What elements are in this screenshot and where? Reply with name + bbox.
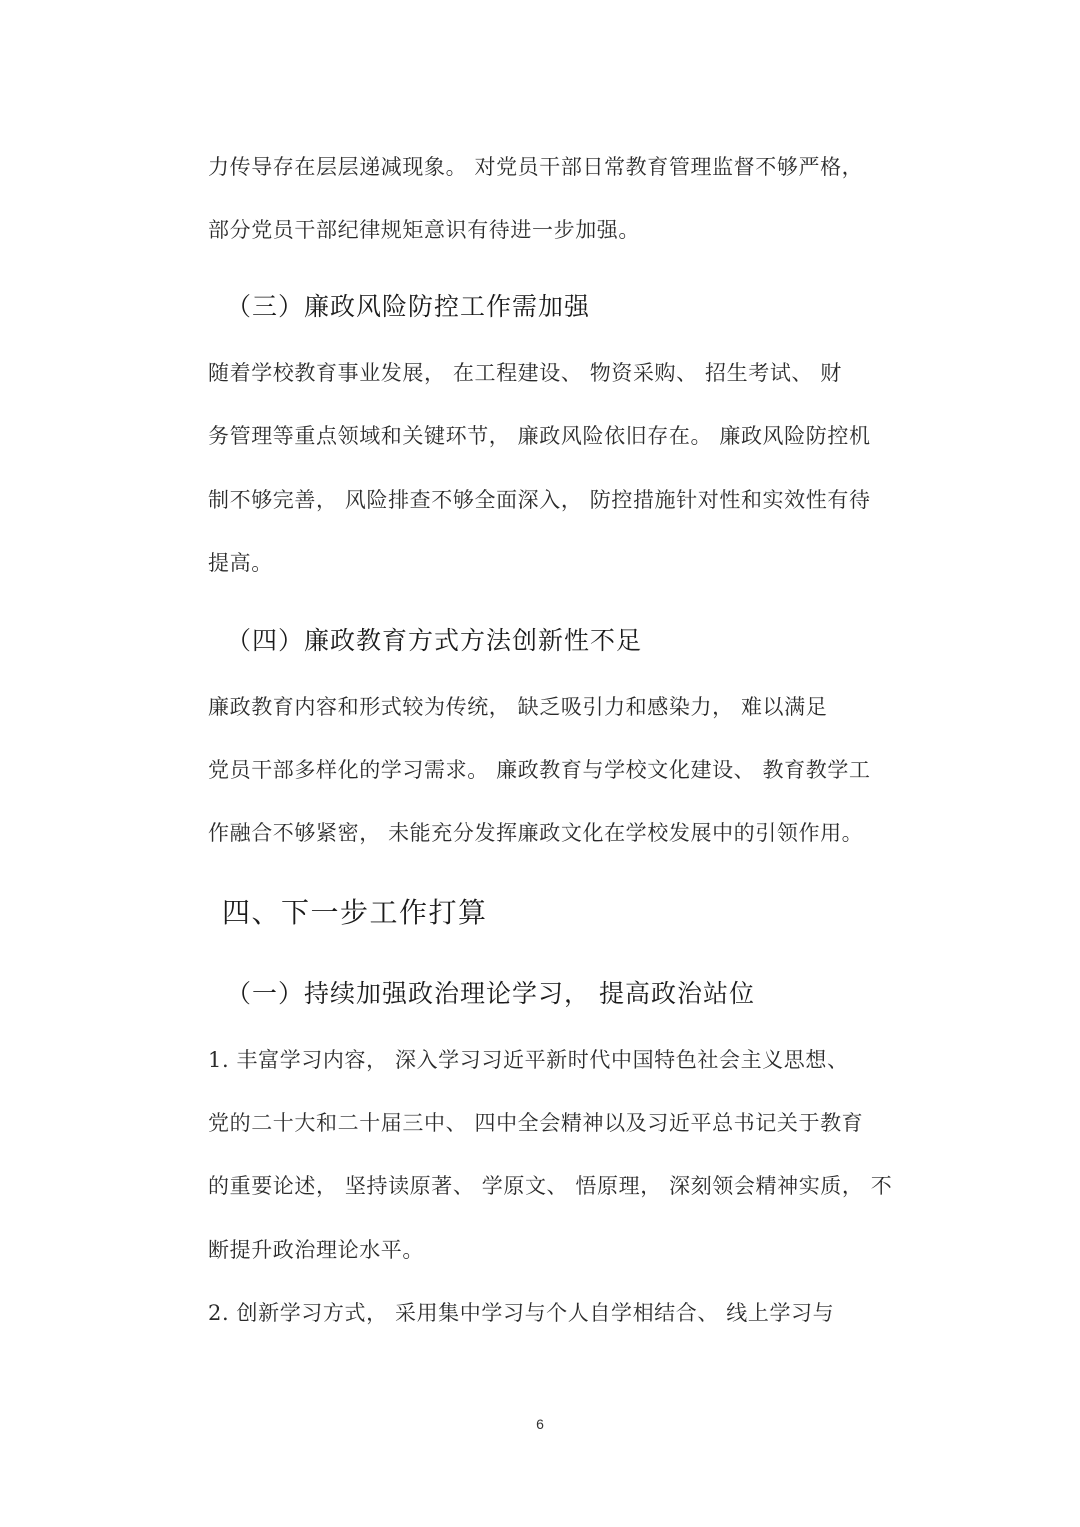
subheading-next-1: （一）持续加强政治理论学习， 提高政治站位 xyxy=(226,979,755,1008)
paragraph-line: 党的二十大和二十届三中、 四中全会精神以及习近平总书记关于教育 xyxy=(208,1111,864,1135)
page-number: 6 xyxy=(536,1416,544,1432)
paragraph-line: 廉政教育内容和形式较为传统， 缺乏吸引力和感染力， 难以满足 xyxy=(208,695,828,719)
paragraph-line: 务管理等重点领域和关键环节， 廉政风险依旧存在。 廉政风险防控机 xyxy=(208,424,871,448)
subheading-3: （三）廉政风险防控工作需加强 xyxy=(226,292,591,321)
paragraph-line: 力传导存在层层递减现象。 对党员干部日常教育管理监督不够严格， xyxy=(208,155,864,179)
paragraph-line: 1. 丰富学习内容， 深入学习习近平新时代中国特色社会主义思想、 xyxy=(208,1048,849,1072)
paragraph-line: 提高。 xyxy=(208,551,273,575)
subheading-4: （四）廉政教育方式方法创新性不足 xyxy=(226,626,643,655)
paragraph-line: 作融合不够紧密， 未能充分发挥廉政文化在学校发展中的引领作用。 xyxy=(208,821,864,845)
section-heading: 四、下一步工作打算 xyxy=(222,896,488,929)
paragraph-line: 党员干部多样化的学习需求。 廉政教育与学校文化建设、 教育教学工 xyxy=(208,758,871,782)
paragraph-line: 断提升政治理论水平。 xyxy=(208,1238,424,1262)
paragraph-line: 制不够完善， 风险排查不够全面深入， 防控措施针对性和实效性有待 xyxy=(208,488,871,512)
paragraph-line: 随着学校教育事业发展， 在工程建设、 物资采购、 招生考试、 财 xyxy=(208,361,842,385)
paragraph-line: 2. 创新学习方式， 采用集中学习与个人自学相结合、 线上学习与 xyxy=(208,1301,835,1325)
paragraph-line: 的重要论述， 坚持读原著、 学原文、 悟原理， 深刻领会精神实质， 不 xyxy=(208,1174,893,1198)
paragraph-line: 部分党员干部纪律规矩意识有待进一步加强。 xyxy=(208,218,640,242)
